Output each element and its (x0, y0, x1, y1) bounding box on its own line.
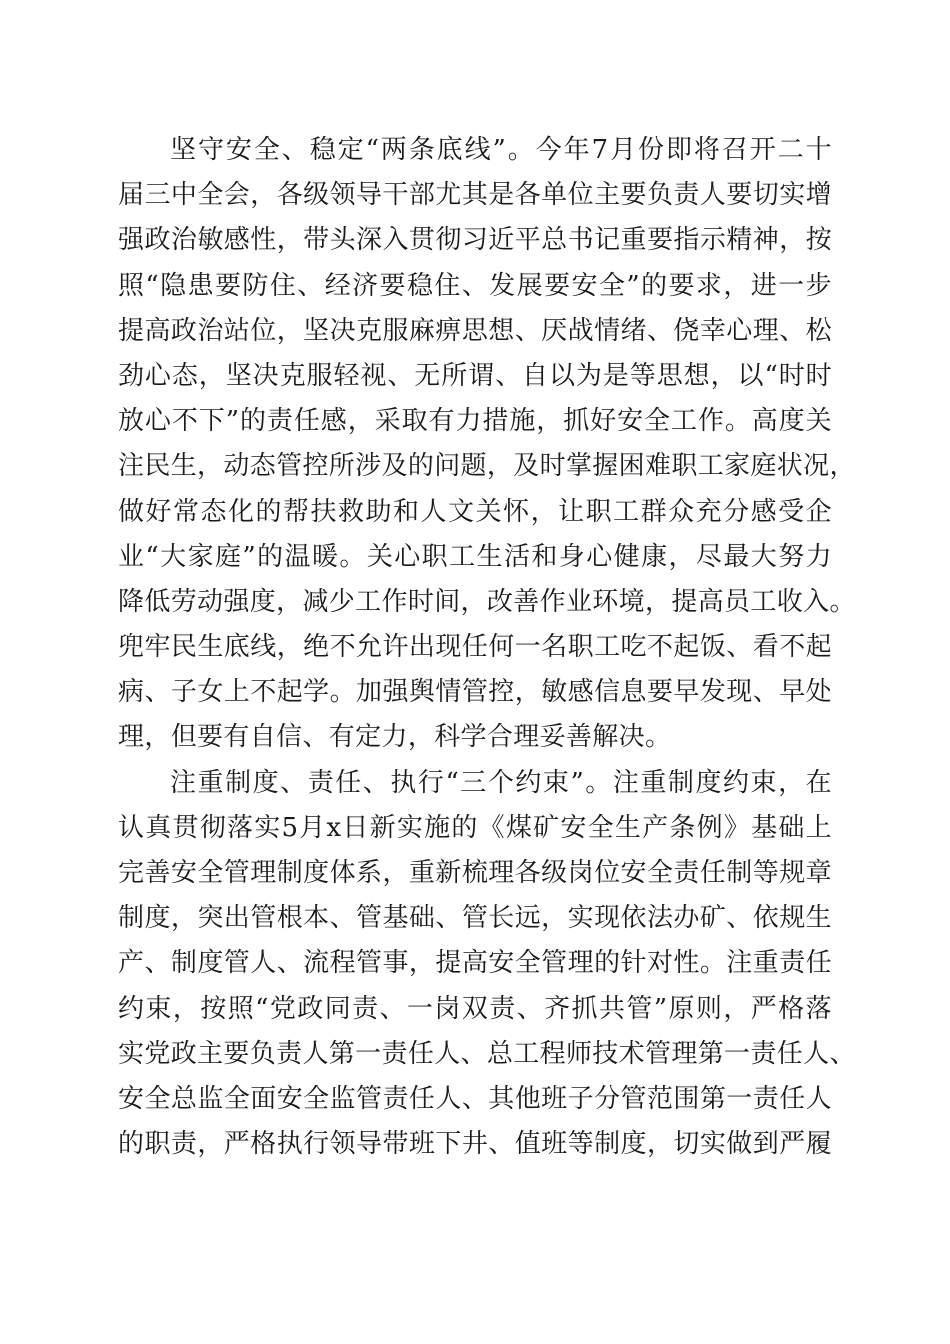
paragraph-1-line-10: 业“大家庭”的温暖。关心职工生活和身心健康，尽最大努力 (118, 541, 832, 572)
paragraph-1-line-5: 提高政治站位，坚决克服麻痹思想、厌战情绪、侥幸心理、松 (118, 315, 832, 346)
paragraph-2-line-2: 认真贯彻落实5月x日新实施的《煤矿安全生产条例》基础上 (118, 812, 832, 843)
paragraph-1-line-6: 劲心态，坚决克服轻视、无所谓、自以为是等思想，以“时时 (118, 360, 832, 391)
paragraph-1-line-4: 照“隐患要防住、经济要稳住、发展要安全”的要求，进一步 (118, 270, 832, 301)
paragraph-1-line-13: 病、子女上不起学。加强舆情管控，敏感信息要早发现、早处 (118, 677, 832, 708)
paragraph-1-line-12: 兜牢民生底线，绝不允许出现任何一名职工吃不起饭、看不起 (118, 632, 832, 663)
paragraph-1-line-7: 放心不下”的责任感，采取有力措施，抓好安全工作。高度关 (118, 406, 832, 437)
paragraph-1-line-8: 注民生，动态管控所涉及的问题，及时掌握困难职工家庭状况， (118, 451, 856, 482)
paragraph-1-line-2: 届三中全会，各级领导干部尤其是各单位主要负责人要切实增 (118, 180, 832, 211)
paragraph-2-line-3: 完善安全管理制度体系，重新梳理各级岗位安全责任制等规章 (118, 858, 832, 888)
paragraph-2-line-8: 安全总监全面安全监管责任人、其他班子分管范围第一责任人 (118, 1083, 832, 1114)
paragraph-2-line-4: 制度，突出管根本、管基础、管长远，实现依法办矿、依规生 (118, 903, 832, 934)
paragraph-2-line-7: 实党政主要负责人第一责任人、总工程师技术管理第一责任人、 (118, 1038, 856, 1069)
paragraph-1-line-9: 做好常态化的帮扶救助和人文关怀，让职工群众充分感受企 (118, 496, 832, 527)
paragraph-1-line-14: 理，但要有自信、有定力，科学合理妥善解决。 (118, 722, 672, 753)
paragraph-1-line-11: 降低劳动强度，减少工作时间，改善作业环境，提高员工收入。 (118, 586, 856, 617)
document-body (118, 128, 856, 1167)
paragraph-2-line-6: 约束，按照“党政同责、一岗双责、齐抓共管”原则，严格落 (118, 993, 832, 1024)
paragraph-2-line-9: 的职责，严格执行领导带班下井、值班等制度，切实做到严履 (118, 1129, 832, 1160)
paragraph-2-line-1: 注重制度、责任、执行“三个约束”。注重制度约束，在 (170, 767, 832, 798)
paragraph-1-line-3: 强政治敏感性，带头深入贯彻习近平总书记重要指示精神，按 (118, 225, 832, 256)
paragraph-1-line-1: 坚守安全、稳定“两条底线”。今年7月份即将召开二十 (170, 135, 832, 165)
paragraph-2-line-5: 产、制度管人、流程管事，提高安全管理的针对性。注重责任 (118, 948, 832, 979)
